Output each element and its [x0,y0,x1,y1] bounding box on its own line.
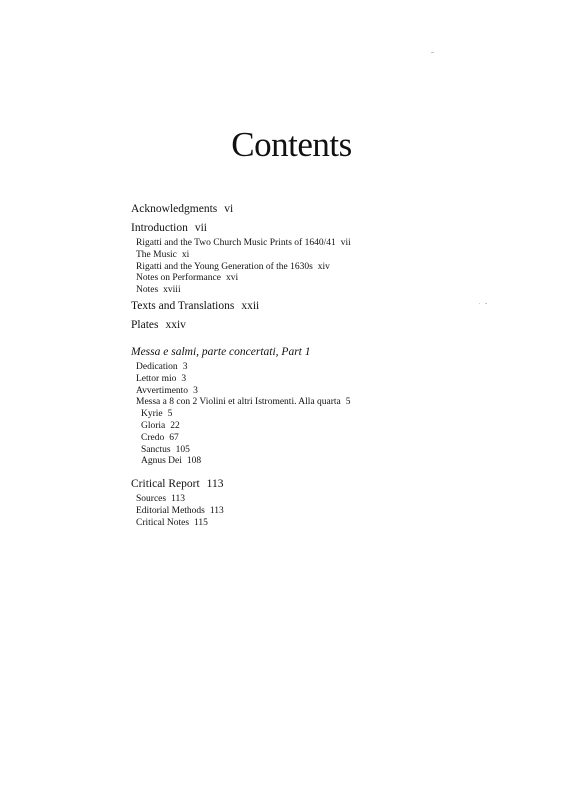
toc-label: Plates [131,318,159,331]
toc-page-number: 3 [193,385,198,396]
toc-label: Messa e salmi, parte concertati, Part 1 [131,345,311,358]
toc-subentry [131,397,491,409]
toc-subentry [131,494,491,506]
toc-subentry [131,386,491,398]
toc-subsubentry [131,409,491,421]
toc-subentry [131,262,491,274]
toc-page-number: vii [194,222,207,234]
toc-page-number: 113 [209,505,224,516]
toc-label: Acknowledgments [131,203,218,215]
toc-page-number: 105 [175,444,190,455]
toc-page-number: 115 [194,517,208,528]
toc-label: Avvertimento [136,385,189,396]
toc-page-number: 22 [170,420,180,431]
toc-subentry [131,238,491,250]
toc-label: Notes [136,285,159,296]
toc-page-number: 5 [167,409,173,420]
toc-page-number: 3 [181,373,187,384]
toc-subsubentry [131,421,491,433]
toc-page-number: xi [181,249,190,260]
toc-subsubentry [131,445,491,457]
toc-entry-plates [131,317,491,334]
toc-page-number: vii [340,238,351,248]
toc-label: Critical Notes [136,517,190,528]
critical-report-subentries [131,494,491,529]
toc-page-number: 3 [182,361,188,372]
page-title: Contents [231,125,352,164]
toc-label: Sanctus [141,444,171,455]
toc-subentry [131,362,491,374]
toc-subentry [131,285,491,297]
introduction-subentries [131,238,491,297]
toc-label: Editorial Methods [136,505,205,516]
toc-page-number: xvi [225,273,239,284]
toc-entry-messa-heading [131,344,491,361]
toc-subentry [131,273,491,285]
toc-label: Messa a 8 con 2 Violini et altri Istromenti. Alla quarta [136,397,341,408]
toc-entry-critical-report [131,476,491,493]
toc-label: Notes on Performance [136,273,221,284]
toc-page-number: xxii [241,299,260,312]
toc-label: Kyrie [141,409,163,420]
toc-page-number: xiv [317,261,330,272]
toc-subsubentry [131,456,491,468]
toc-label: Rigatti and the Young Generation of the 1630s [136,261,313,272]
toc-subentry [131,374,491,386]
toc-page-number: 5 [345,397,351,408]
toc-subentry [131,506,491,518]
toc-label: Critical Report [131,478,200,491]
toc-label: Sources [136,494,167,505]
toc-page-number: 113 [206,478,224,491]
toc-subsubentry [131,433,491,445]
toc-entry-acknowledgments [131,201,491,218]
toc-label: Introduction [131,222,188,234]
toc-page-number: xviii [163,285,181,296]
toc-entry-introduction [131,220,491,237]
toc-page-number: 67 [169,432,179,443]
table-of-contents [131,201,491,530]
toc-label: The Music [136,249,177,260]
toc-entry-texts-translations [131,298,491,315]
toc-label: Texts and Translations [131,299,235,312]
toc-label: Rigatti and the Two Church Music Prints of 1640/41 [136,238,336,248]
toc-label: Credo [141,432,165,443]
toc-label: Dedication [136,361,178,372]
toc-page-number: vi [224,203,234,215]
toc-subentry [131,518,491,530]
toc-label: Agnus Dei [141,456,182,467]
toc-page-number: xxiv [165,318,186,331]
toc-label: Lettor mio [136,373,177,384]
toc-page-number: 113 [171,494,185,505]
scan-speck [431,52,434,53]
toc-page-number: 108 [186,456,202,467]
toc-subentry [131,250,491,262]
messa-subentries [131,362,491,468]
toc-label: Gloria [141,420,166,431]
